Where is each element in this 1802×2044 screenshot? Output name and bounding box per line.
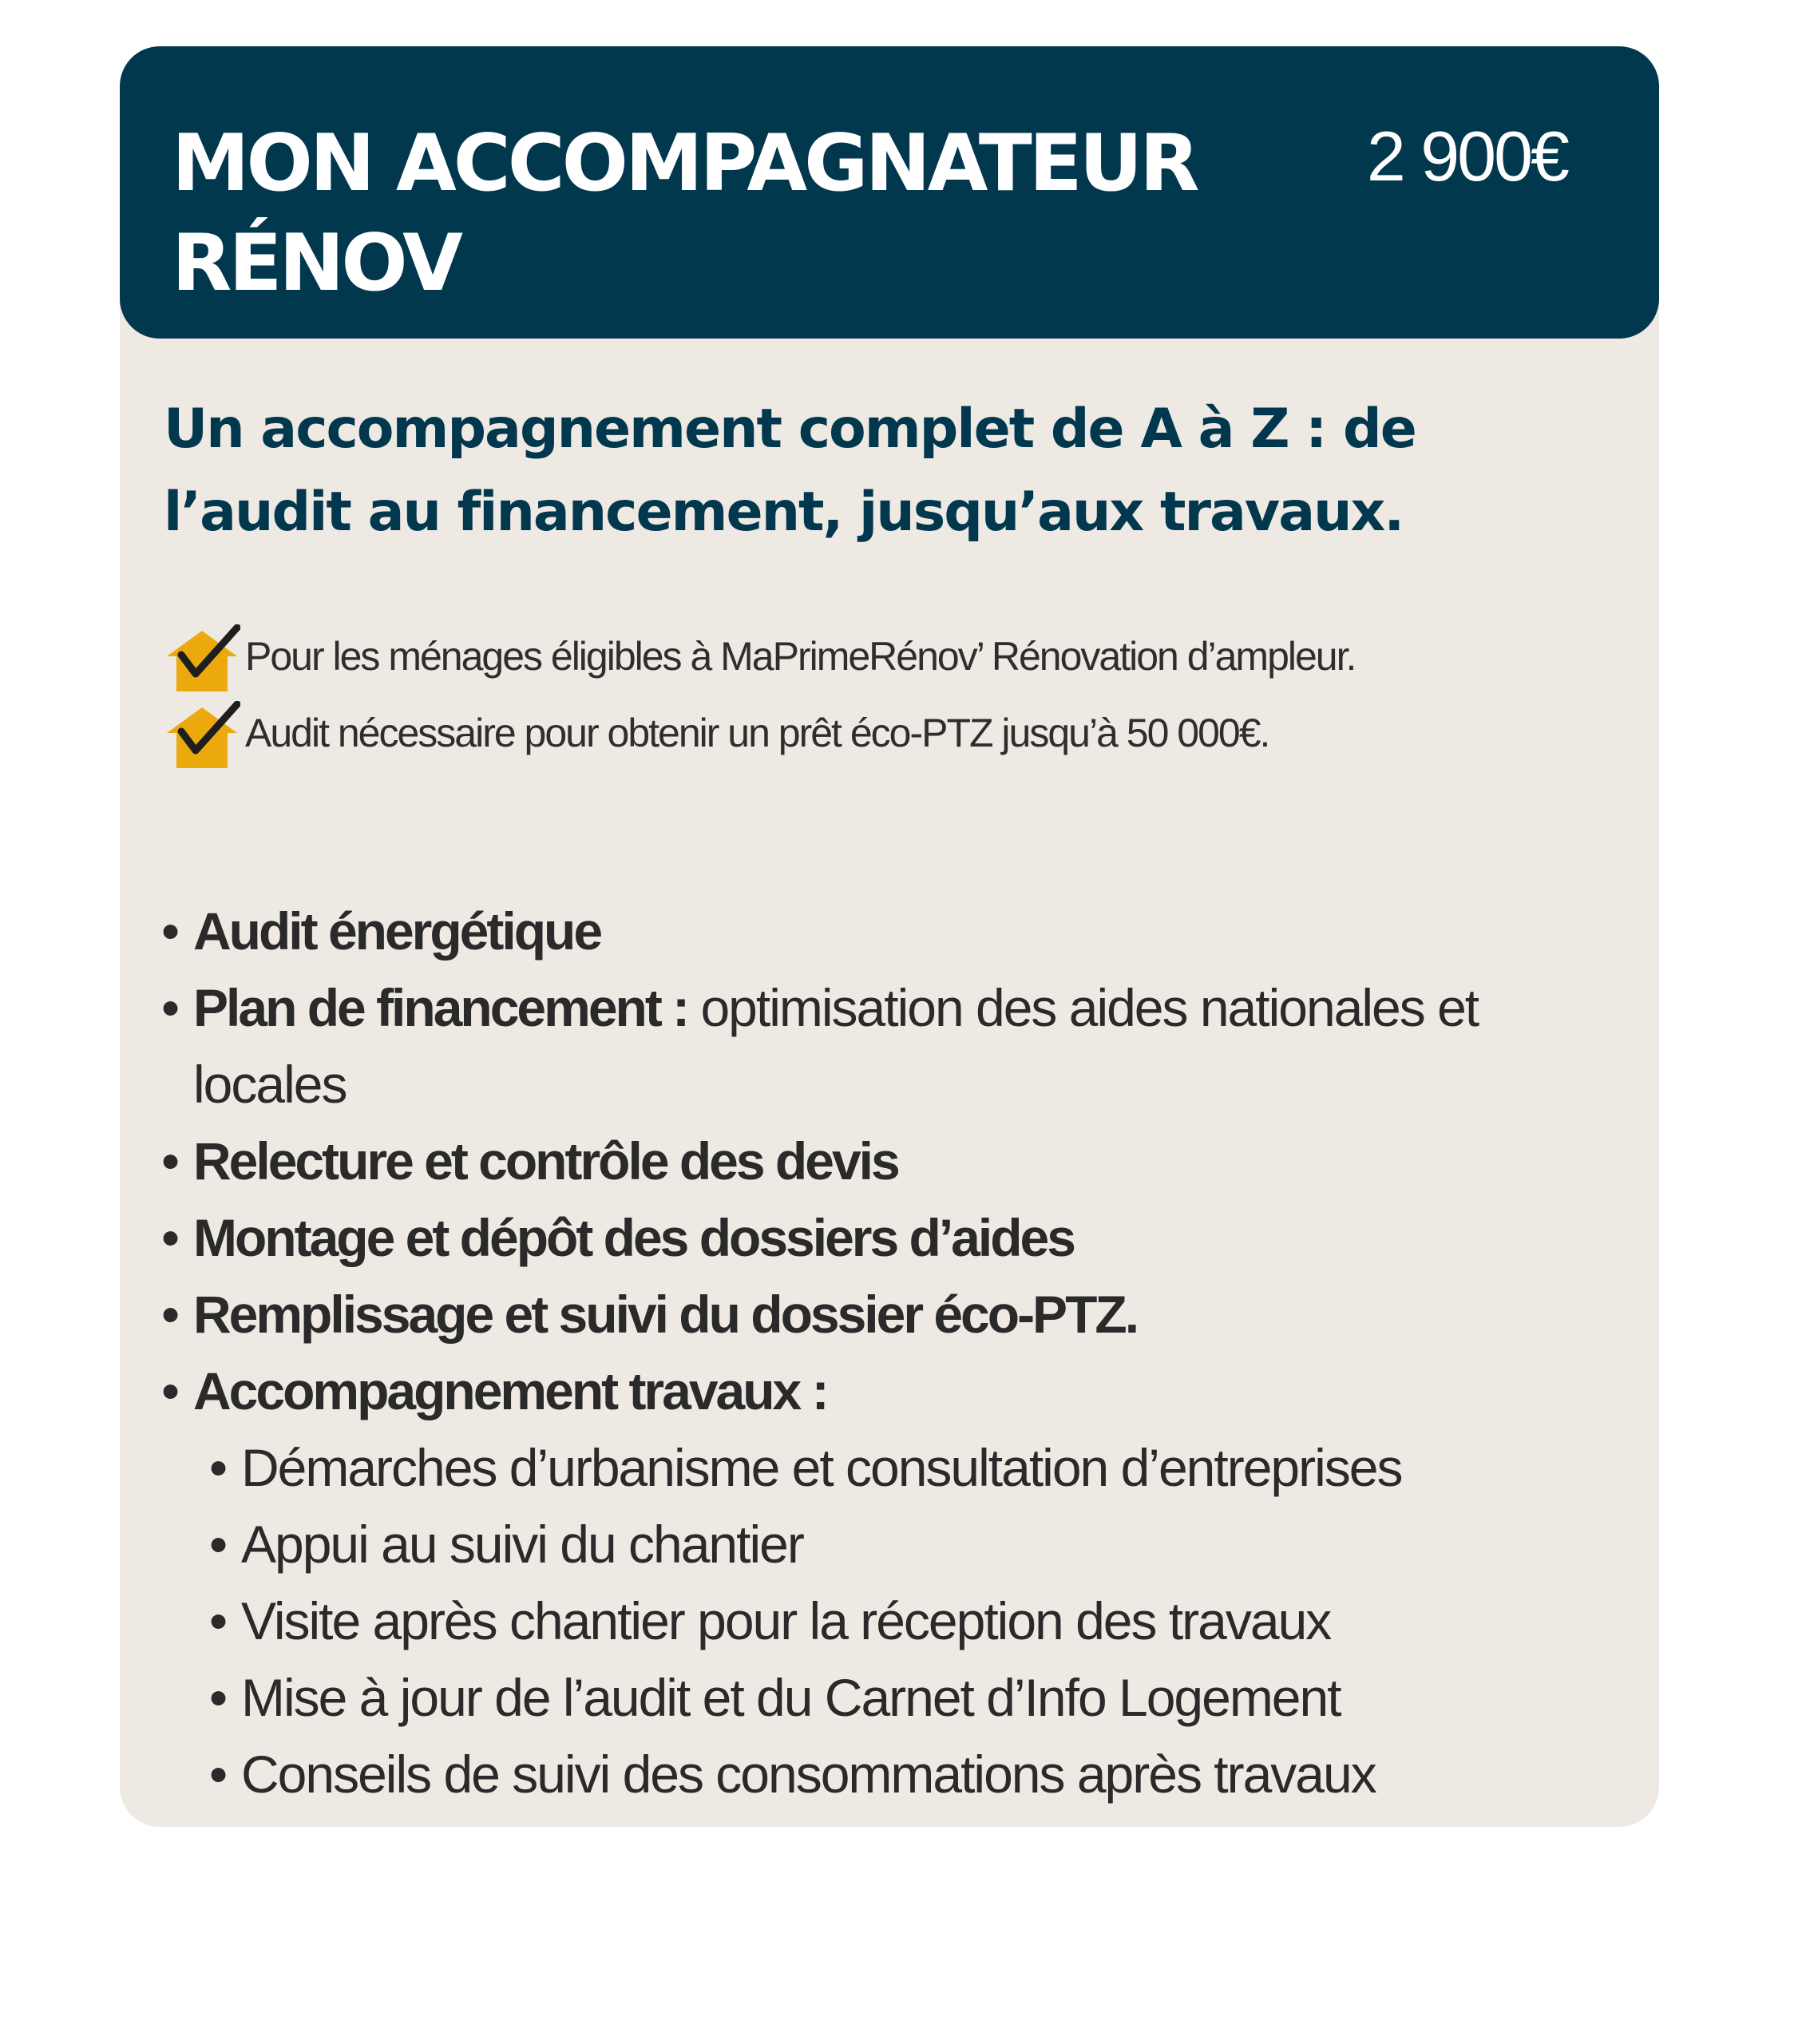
- service-lead: Montage et dépôt des dossiers d’aides: [193, 1208, 1074, 1267]
- subservices-list: [193, 1429, 1614, 1812]
- service-lead: Audit énergétique: [193, 901, 601, 961]
- card-header: [120, 46, 1659, 339]
- bullet: •: [161, 978, 179, 1037]
- service-lead: Remplissage et suivi du dossier éco-PTZ.: [193, 1285, 1138, 1344]
- bullet: •: [209, 1668, 227, 1727]
- bullet: •: [209, 1438, 227, 1497]
- service-item: [161, 969, 1614, 1123]
- service-detail: optimisation des aides nationales et locales: [193, 978, 1479, 1114]
- service-lead: Relecture et contrôle des devis: [193, 1131, 898, 1190]
- bullet: •: [209, 1591, 227, 1650]
- bullet: •: [209, 1515, 227, 1574]
- offer-card: [120, 46, 1659, 1827]
- bullet: •: [161, 1208, 179, 1267]
- house-check-icon: [164, 701, 240, 773]
- house-check-icon: [164, 624, 240, 696]
- service-lead: Plan de financement :: [193, 978, 688, 1037]
- subservice-item: [209, 1429, 1614, 1506]
- card-subtitle: Un accompagnement complet de A à Z : de l’audit au financement, jusqu’aux travaux.: [164, 398, 1416, 544]
- service-item: [161, 1199, 1614, 1276]
- subservice-item: [209, 1506, 1614, 1583]
- card-title: MON ACCOMPAGNATEUR RÉNOV: [172, 118, 1197, 309]
- service-item: [161, 1276, 1614, 1353]
- service-item: [161, 1123, 1614, 1199]
- subservice-text: Visite après chantier pour la réception des travaux: [241, 1591, 1331, 1650]
- bullet: •: [161, 1285, 179, 1344]
- service-item: [161, 1353, 1614, 1812]
- subservice-item: [209, 1736, 1614, 1812]
- subservice-text: Appui au suivi du chantier: [241, 1515, 803, 1574]
- eligibility-text: Audit nécessaire pour obtenir un prêt éco-PTZ jusqu’à 50 000€.: [245, 711, 1269, 755]
- bullet: •: [161, 1131, 179, 1190]
- bullet: •: [161, 901, 179, 961]
- services-list: [161, 893, 1614, 1812]
- subservice-item: [209, 1659, 1614, 1736]
- bullet: •: [209, 1745, 227, 1804]
- eligibility-item: [164, 698, 1601, 774]
- service-lead: Accompagnement travaux :: [193, 1361, 827, 1420]
- service-item: [161, 893, 1614, 969]
- subservice-text: Démarches d’urbanisme et consultation d’entreprises: [241, 1438, 1402, 1497]
- eligibility-text: Pour les ménages éligibles à MaPrimeRénov’ Rénovation d’ampleur.: [245, 634, 1356, 679]
- subservice-text: Mise à jour de l’audit et du Carnet d’Info Logement: [241, 1668, 1341, 1727]
- bullet: •: [161, 1361, 179, 1420]
- subservice-item: [209, 1583, 1614, 1659]
- price-label: 2 900€: [1366, 117, 1567, 196]
- eligibility-item: [164, 621, 1601, 698]
- subservice-text: Conseils de suivi des consommations après travaux: [241, 1745, 1376, 1804]
- eligibility-list: [164, 621, 1601, 774]
